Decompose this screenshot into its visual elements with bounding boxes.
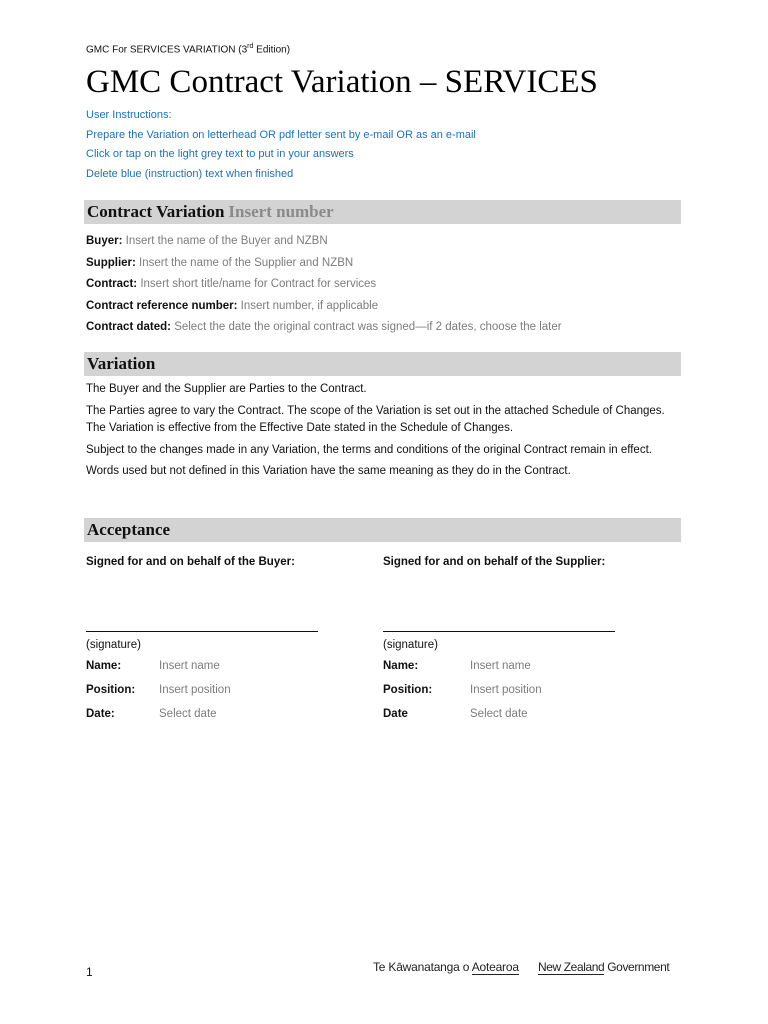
contract-title-field[interactable]: Insert short title/name for Contract for services [140, 278, 377, 290]
acceptance-section-header [84, 518, 681, 542]
supplier-row: Supplier: Insert the name of the Supplier and NZBN [86, 256, 354, 269]
instructions-heading: User Instructions: [86, 109, 172, 121]
contract-row: Contract: Insert short title/name for Contract for services [86, 278, 377, 290]
contract-details [86, 231, 686, 339]
paragraph: Subject to the changes made in any Variation, the terms and conditions of the original Contract remain in effect. [86, 443, 652, 456]
supplier-name-field[interactable]: Insert name [470, 660, 531, 672]
variation-section-header [84, 352, 681, 376]
buyer-signature-block [86, 552, 346, 726]
buyer-position-row: Position: Insert position [86, 678, 346, 702]
buyer-row: Buyer: Insert the name of the Buyer and NZBN [86, 235, 328, 247]
variation-body [86, 381, 686, 485]
buyer-position-field[interactable]: Insert position [159, 684, 231, 696]
buyer-name-field[interactable]: Insert name [159, 660, 220, 672]
user-instructions [86, 106, 686, 184]
contract-reference-field[interactable]: Insert number, if applicable [240, 299, 379, 312]
signature-caption: (signature) [86, 639, 141, 651]
buyer-signature-line[interactable] [86, 621, 318, 632]
contract-reference-row: Contract reference number: Insert number, if applicable [86, 299, 379, 312]
nz-government-logo: New Zealand Government [538, 960, 670, 974]
contract-variation-section-header [84, 200, 681, 224]
supplier-field[interactable]: Insert the name of the Supplier and NZBN [139, 256, 354, 269]
government-logos [373, 960, 670, 974]
instruction-line: Click or tap on the light grey text to put in your answers [86, 148, 354, 161]
contract-number-field[interactable]: Insert number [228, 202, 334, 221]
supplier-signature-block [383, 552, 643, 726]
instruction-line: Delete blue (instruction) text when finished [86, 167, 294, 180]
section-heading: Variation [87, 354, 156, 373]
buyer-name-row: Name: Insert name [86, 654, 346, 678]
paragraph: The Parties agree to vary the Contract. The scope of the Variation is set out in the attached Schedule of Changes. The Variation is effective from the Effective Date stated in the Schedule of Changes. [86, 404, 665, 435]
section-heading: Contract Variation [87, 202, 225, 221]
document-title: GMC Contract Variation – SERVICES [86, 64, 598, 100]
supplier-position-row: Position: Insert position [383, 678, 643, 702]
paragraph: Words used but not defined in this Variation have the same meaning as they do in the Contract. [86, 465, 571, 478]
signature-caption: (signature) [383, 639, 438, 651]
supplier-name-row: Name: Insert name [383, 654, 643, 678]
buyer-sign-heading: Signed for and on behalf of the Buyer: [86, 556, 295, 568]
supplier-date-field[interactable]: Select date [470, 708, 528, 720]
contract-dated-row: Contract dated: Select the date the original contract was signed—if 2 dates, choose the later [86, 321, 562, 333]
supplier-position-field[interactable]: Insert position [470, 684, 542, 696]
buyer-field[interactable]: Insert the name of the Buyer and NZBN [125, 235, 328, 247]
contract-date-field[interactable]: Select the date the original contract was signed—if 2 dates, choose the later [174, 321, 562, 333]
supplier-sign-heading: Signed for and on behalf of the Supplier: [383, 556, 606, 568]
te-kawanatanga-logo: Te Kāwanatanga o Aotearoa [373, 960, 519, 974]
buyer-date-field[interactable]: Select date [159, 708, 217, 720]
running-header: GMC For SERVICES VARIATION (3rd Edition) [86, 43, 291, 56]
page-number: 1 [86, 965, 93, 979]
instruction-line: Prepare the Variation on letterhead OR pdf letter sent by e-mail OR as an e-mail [86, 128, 476, 141]
buyer-date-row: Date: Select date [86, 702, 346, 726]
supplier-signature-line[interactable] [383, 621, 615, 632]
supplier-date-row: Date Select date [383, 702, 643, 726]
paragraph: The Buyer and the Supplier are Parties to the Contract. [86, 383, 367, 395]
section-heading: Acceptance [87, 520, 171, 539]
